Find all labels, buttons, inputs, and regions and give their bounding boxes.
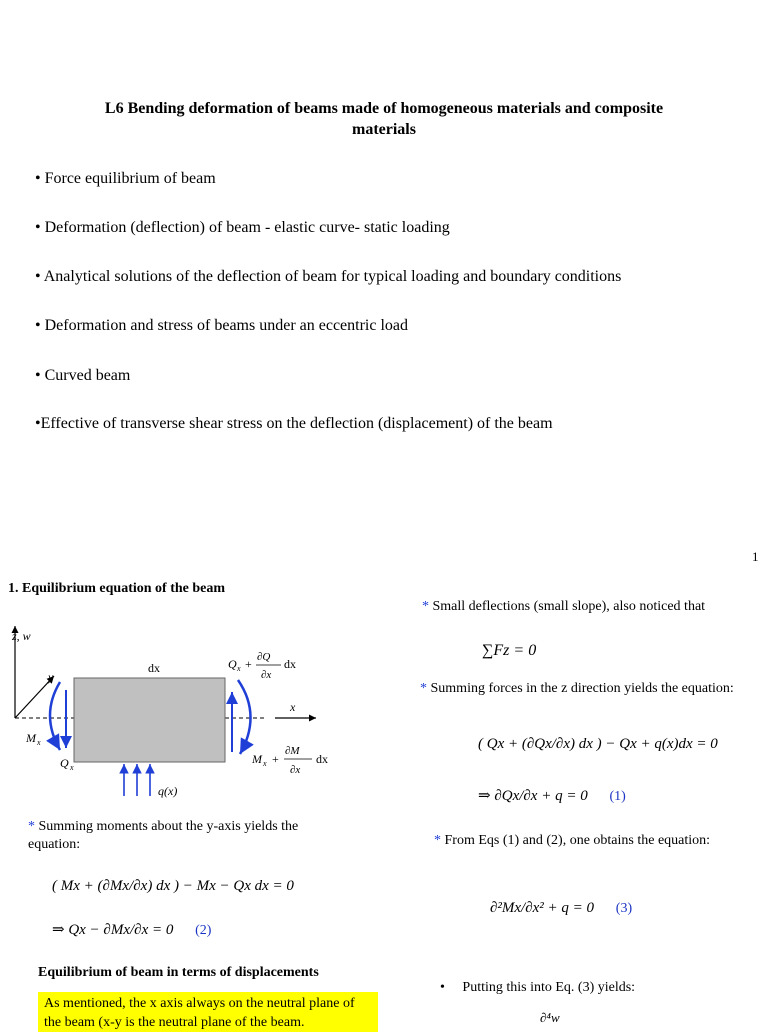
- svg-text:∂x: ∂x: [290, 764, 301, 776]
- beam-element: [74, 678, 225, 762]
- equation-1-number: (1): [609, 789, 626, 804]
- moment-text: Summing moments about the y-axis yields the equation:: [28, 819, 299, 852]
- small-deflection-note: [422, 598, 752, 616]
- equation-3-number: (3): [615, 901, 633, 916]
- svg-text:x: x: [263, 759, 267, 768]
- star-marker: *: [434, 833, 441, 848]
- summing-forces-note: [420, 680, 750, 698]
- force-equation: ( Qx + (∂Qx/∂x) dx ) − Qx + q(x)dx = 0: [478, 736, 718, 752]
- star-marker: *: [420, 681, 427, 696]
- svg-text:x: x: [237, 664, 241, 673]
- svg-text:dx: dx: [284, 657, 296, 671]
- svg-text:∂Q: ∂Q: [257, 651, 271, 663]
- equation-2: [52, 920, 211, 939]
- summing-forces-text: Summing forces in the z direction yields the equation:: [430, 681, 734, 696]
- putting-note: [440, 979, 635, 997]
- x-axis-label: x: [290, 700, 296, 714]
- putting-text: Putting this into Eq. (3) yields:: [462, 980, 636, 995]
- bullet-shear-stress: •Effective of transverse shear stress on the deflection (displacement) of the beam: [35, 415, 553, 432]
- shear-left-label: Q: [60, 756, 69, 770]
- bullet-force-equilibrium: • Force equilibrium of beam: [35, 170, 216, 187]
- bullet-eccentric-load: • Deformation and stress of beams under an eccentric load: [35, 317, 409, 334]
- svg-text:+: +: [272, 752, 279, 766]
- small-deflection-text: Small deflections (small slope), also noticed that: [432, 599, 706, 614]
- y-axis-label: y: [48, 670, 54, 684]
- svg-text:Q: Q: [228, 657, 237, 671]
- section-heading: 1. Equilibrium equation of the beam: [8, 581, 226, 596]
- from-eqs-text: From Eqs (1) and (2), one obtains the equation:: [444, 833, 711, 848]
- bullet-deformation: • Deformation (deflection) of beam - elastic curve- static loading: [35, 219, 450, 236]
- svg-text:M: M: [252, 752, 262, 766]
- moment-right-arrow: [238, 680, 251, 754]
- bullet-curved-beam: • Curved beam: [35, 367, 131, 384]
- svg-text:∂M: ∂M: [285, 745, 300, 757]
- equation-2-number: (2): [195, 923, 212, 938]
- equation-1-body: ⇒ ∂Qx/∂x + q = 0: [478, 788, 588, 804]
- star-marker: *: [422, 599, 429, 614]
- moment-equation: ( Mx + (∂Mx/∂x) dx ) − Mx − Qx dx = 0: [52, 878, 294, 894]
- highlight-note: As mentioned, the x axis always on the neutral plane of the beam (x-y is the neutral plane of the beam.: [38, 992, 378, 1032]
- moment-note: [28, 818, 348, 854]
- equation-2-body: ⇒ Qx − ∂Mx/∂x = 0: [52, 922, 174, 938]
- moment-left-label: M: [26, 731, 36, 745]
- equation-1: [478, 786, 626, 805]
- star-marker: *: [28, 819, 35, 834]
- title-line-2: materials: [352, 121, 416, 138]
- page-title: [0, 98, 768, 140]
- z-axis-label: z, w: [12, 629, 31, 643]
- bullet-dot: •: [440, 980, 445, 995]
- shear-left-sub: x: [70, 763, 74, 772]
- displacement-subheading: Equilibrium of beam in terms of displacements: [38, 965, 319, 980]
- svg-text:∂x: ∂x: [261, 669, 272, 681]
- moment-left-arrow: [50, 682, 60, 750]
- page-number: 1: [752, 549, 759, 564]
- moment-left-sub: x: [37, 738, 41, 747]
- title-line-1: L6 Bending deformation of beams made of homogeneous materials and composite: [104, 100, 664, 117]
- sum-fz-equation: ∑Fz = 0: [482, 642, 537, 659]
- equation-3: [490, 900, 632, 917]
- bullet-analytical-solutions: • Analytical solutions of the deflection of beam for typical loading and boundary conditions: [35, 268, 622, 285]
- svg-text:dx: dx: [316, 752, 328, 766]
- dx-label: dx: [148, 661, 160, 675]
- load-label: q(x): [158, 784, 178, 798]
- shear-right-label: [228, 651, 296, 681]
- equation-3-body: ∂²Mx/∂x² + q = 0: [490, 900, 595, 916]
- partial-equation: ∂⁴w: [540, 1010, 560, 1025]
- from-eqs-note: [434, 832, 754, 850]
- beam-diagram: [0, 620, 400, 810]
- svg-text:+: +: [245, 657, 252, 671]
- moment-right-label: [251, 745, 328, 776]
